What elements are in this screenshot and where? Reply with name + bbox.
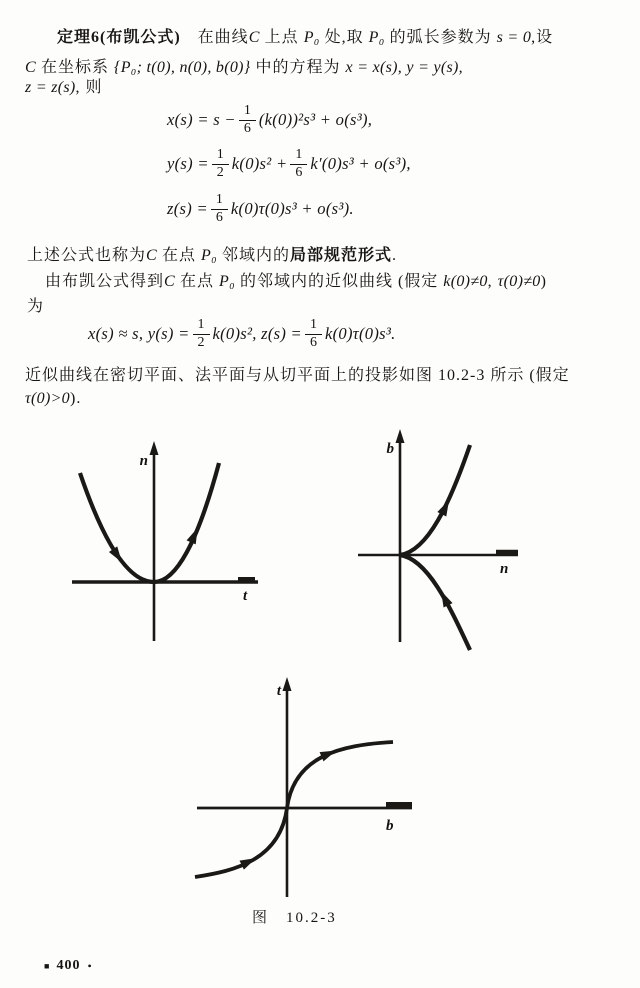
figure-caption: 图 10.2-3 [252,910,337,926]
projection-sentence-line-1: 近似曲线在密切平面、法平面与从切平面上的投影如图 10.2-3 所示 (假定 [25,367,570,384]
plot-normal-plane [350,425,575,665]
page-footer [44,958,92,974]
n-axis-label: n [500,561,509,577]
fraction: $\frac{1}{6}$ [290,148,307,181]
cubic-s-curve [195,742,393,877]
n-axis-arrowhead-icon [150,441,159,455]
approx-curve-sentence-line-2: 为 [27,298,45,315]
footer-left-mark: ■ [44,960,50,971]
b-axis-label: b [386,441,394,457]
t-axis-label: t [243,588,248,604]
projection-sentence-line-2: τ(0)>0). [25,390,82,407]
t-axis-label: t [276,683,281,699]
theorem-line-1: 定理6(布凯公式) 在曲线C 上点 P₀ 处,取 P₀ 的弧长参数为 s = 0,设 [57,29,554,46]
t-axis-arrowhead-icon [283,677,292,691]
cusp-lower-branch [400,555,470,650]
cusp-upper-branch [400,445,470,555]
formula-z-of-s: z(s) = $\frac{1}{6}$ k(0)τ(0)s³ + o(s³). [167,192,354,225]
theorem-line-3: z = z(s), 则 [25,79,103,96]
plot-osculating-plane [55,435,305,665]
b-axis-arrowhead-icon [396,429,405,443]
parabola-curve [80,463,219,582]
fraction: $\frac{1}{6}$ [211,193,228,226]
fraction: $\frac{1}{2}$ [212,148,229,181]
formula-y-of-s: y(s) = $\frac{1}{2}$ k(0)s² + $\frac{1}{6}$ k′(0)s³ + o(s³), [167,147,411,180]
n-axis-label: n [139,453,148,469]
b-axis-label: b [386,818,394,834]
footer-right-mark: • [87,959,92,973]
plot-rectifying-plane [180,675,480,905]
fraction: $\frac{1}{6}$ [305,318,322,351]
page-number: 400 [56,958,81,973]
approx-curve-sentence-line-1: 由布凯公式得到C 在点 P₀ 的邻域内的近似曲线 (假定 k(0)≠0, τ(0)≠0) [45,273,547,290]
fraction: $\frac{1}{2}$ [193,318,210,351]
theorem-line-2: C 在坐标系 {P₀; t(0), n(0), b(0)} 中的方程为 x = x(s), y = y(s), [25,59,463,76]
formula-x-of-s: x(s) = s − $\frac{1}{6}$ (k(0))²s³ + o(s³), [167,103,373,136]
local-canonical-form-sentence: 上述公式也称为C 在点 P₀ 邻域内的局部规范形式. [27,247,397,264]
fraction: $\frac{1}{6}$ [239,104,256,137]
formula-approx-curve: x(s) ≈ s, y(s) = $\frac{1}{2}$ k(0)s², z(s) = $\frac{1}{6}$ k(0)τ(0)s³. [88,317,396,350]
curve-arrow-upper-icon [320,746,339,761]
